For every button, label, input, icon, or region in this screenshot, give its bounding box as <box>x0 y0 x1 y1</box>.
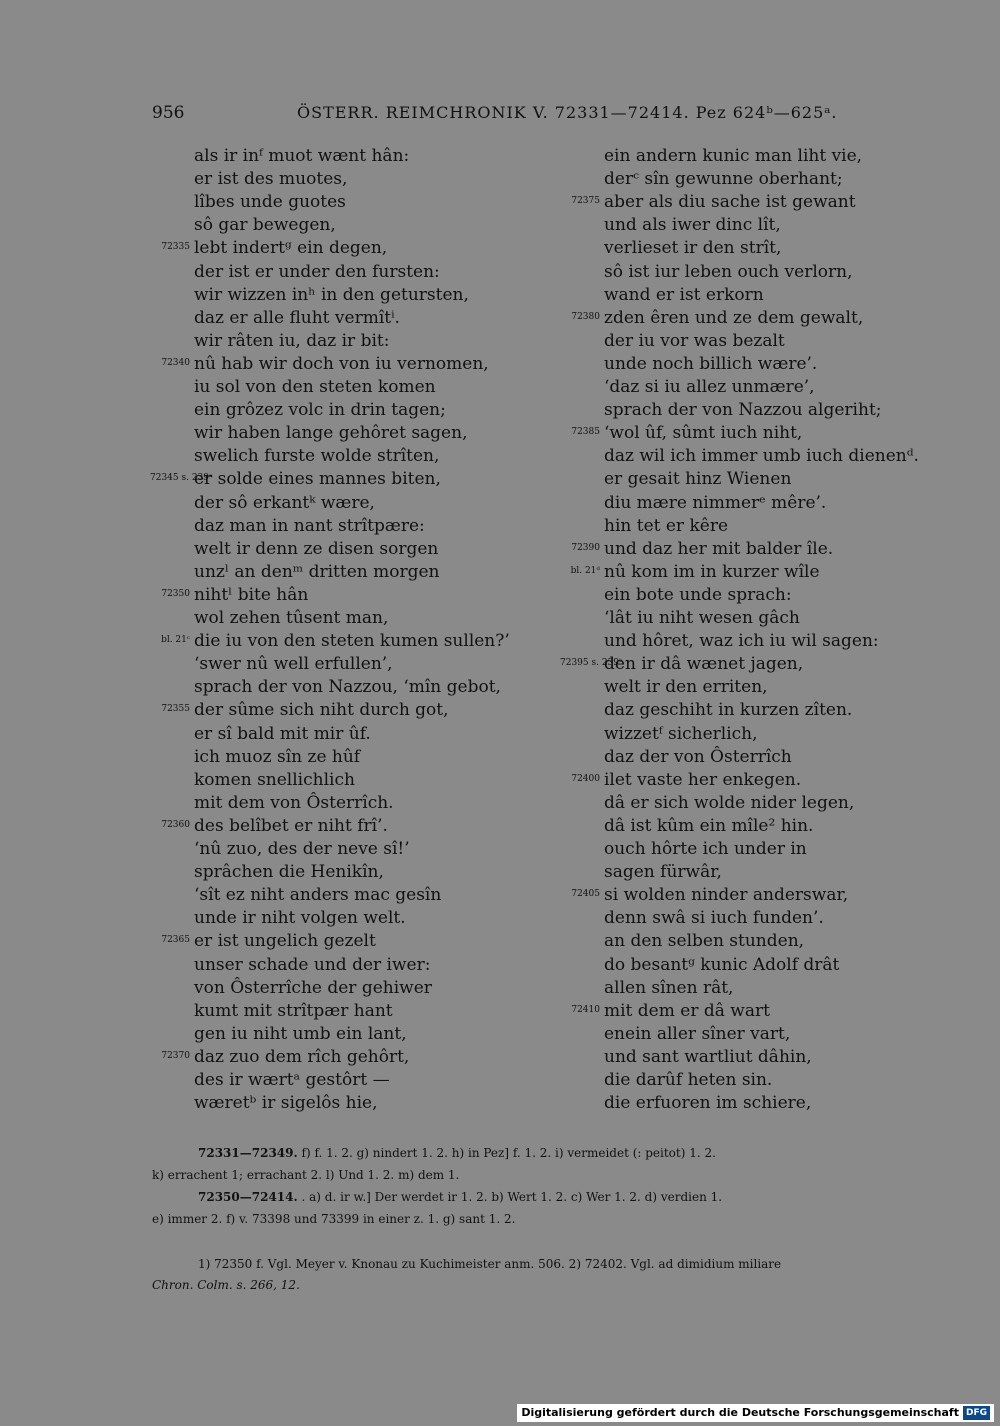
line-number: bl. 21ᶜ <box>161 635 190 646</box>
verse-text: ‘daz si iu allez unmære’, <box>604 377 815 397</box>
line-number: 72375 <box>571 196 600 207</box>
verse-text: als ir inᶠ muot wænt hân: <box>194 146 410 166</box>
verse-text: verlieset ir den strît, <box>604 238 782 259</box>
verse-text: mit dem er dâ wart <box>604 1000 770 1021</box>
verse-text: lebt indertᵍ ein degen, <box>194 238 388 259</box>
line-number: 72335 <box>161 242 190 253</box>
verse-text: daz zuo dem rîch gehôrt, <box>194 1046 410 1067</box>
verse-text: sagen fürwâr, <box>604 862 722 883</box>
verse-text: iu sol von den steten komen <box>194 377 436 397</box>
verse-text: mit dem von Ôsterrîch. <box>194 792 394 813</box>
verse-text: und hôret, waz ich iu wil sagen: <box>604 631 879 652</box>
verse-text: von Ôsterrîche der gehiwer <box>194 977 432 998</box>
verse-text: kumt mit strîtpær hant <box>194 1000 393 1021</box>
verse-text: ‘swer nû well erfullen’, <box>194 654 393 675</box>
dfg-logo: DFG <box>963 1406 990 1420</box>
verse-text: enein aller sîner vart, <box>604 1023 791 1044</box>
line-number: 72355 <box>161 704 190 715</box>
verse-text: denn swâ si iuch funden’. <box>604 908 824 929</box>
verse-text: unde ir niht volgen welt. <box>194 908 406 929</box>
verse-text: daz er alle fluht vermîtⁱ. <box>194 307 400 328</box>
verse-text: lîbes unde guotes <box>194 192 346 213</box>
verse-text: nihtˡ bite hân <box>194 584 309 605</box>
verse-text: der ist er under den fursten: <box>194 261 440 282</box>
line-number: 72390 <box>571 542 600 553</box>
verse-text: die iu von den steten kumen sullen?’ <box>194 631 510 652</box>
verse-text: unser schade und der iwer: <box>194 954 431 975</box>
verse-text: die darûf heten sin. <box>604 1070 773 1090</box>
verse-text: ‘sît ez niht anders mac gesîn <box>194 885 442 906</box>
verse-text: ein andern kunic man liht vie, <box>604 146 863 166</box>
verse-text: daz wil ich immer umb iuch dienenᵈ. <box>604 446 919 467</box>
verse-text: er gesait hinz Wienen <box>604 469 792 490</box>
verse-text: sprach der von Nazzou algeriht; <box>604 400 882 421</box>
verse-text: und als iwer dinc lît, <box>604 215 781 236</box>
line-number: bl. 21ᵈ <box>570 565 600 576</box>
verse-text: er ist des muotes, <box>194 169 348 190</box>
line-number: 72360 <box>161 819 190 830</box>
verse-text: daz geschiht in kurzen zîten. <box>604 700 853 721</box>
verse-text: dâ er sich wolde nider legen, <box>604 792 855 813</box>
line-number: 72370 <box>161 1050 190 1061</box>
dfg-footer <box>517 1404 994 1422</box>
verse-text: wizzetᶠ sicherlich, <box>604 723 758 744</box>
verse-text: welt ir denn ze disen sorgen <box>194 538 439 559</box>
verse-text: wir râten iu, daz ir bit: <box>194 330 390 351</box>
verse-text: der sûme sich niht durch got, <box>194 700 449 721</box>
verse-text: derᶜ sîn gewunne oberhant; <box>604 169 843 190</box>
verse-text: nû hab wir doch von iu vernomen, <box>194 353 489 374</box>
verse-text: wand er ist erkorn <box>604 284 764 305</box>
verse-text: wæretᵇ ir sigelôs hie, <box>194 1093 378 1114</box>
line-number: 72350 <box>161 588 190 599</box>
apparatus-second-line2: e) immer 2. f) v. 73398 und 73399 in einer z. 1. g) sant 1. 2. <box>152 1212 516 1226</box>
verse-text: swelich furste wolde strîten, <box>194 446 440 467</box>
line-number: 72410 <box>571 1004 600 1015</box>
apparatus-second-range: 72350—72414. <box>198 1190 298 1204</box>
page-header <box>152 103 842 129</box>
line-number: 72380 <box>571 311 600 322</box>
verse-text: ‘nû zuo, des der neve sî!’ <box>194 839 410 859</box>
apparatus-first-line2: k) errachent 1; errachant 2. l) Und 1. 2. m) dem 1. <box>152 1168 460 1182</box>
verse-text: dâ ist kûm ein mîle² hin. <box>604 815 814 836</box>
verse-text: do besantᵍ kunic Adolf drât <box>604 954 840 975</box>
footnote-line2: Chron. Colm. s. 266, 12. <box>152 1278 300 1292</box>
verse-text: er sî bald mit mir ûf. <box>194 723 371 744</box>
line-number: 72365 <box>161 935 190 946</box>
line-number: 72405 <box>571 889 600 900</box>
apparatus-first-range: 72331—72349. <box>198 1146 298 1160</box>
verse-text: ‘wol ûf, sûmt iuch niht, <box>604 423 803 444</box>
verse-text: wir wizzen inʰ in den getursten, <box>194 284 469 305</box>
apparatus-first-text: f) f. 1. 2. g) nindert 1. 2. h) in Pez] f. 1. 2. i) vermeidet (: peitot) 1. 2. <box>301 1146 716 1160</box>
verse-text: er ist ungelich gezelt <box>194 931 376 952</box>
line-number: 72340 <box>161 357 190 368</box>
verse-text: daz der von Ôsterrîch <box>604 746 792 767</box>
verse-text: sprâchen die Henikîn, <box>194 862 384 883</box>
verse-text: und sant wartliut dâhin, <box>604 1046 812 1067</box>
verse-text: sprach der von Nazzou, ‘mîn gebot, <box>194 677 501 698</box>
apparatus-second-text: . a) d. ir w.] Der werdet ir 1. 2. b) Wert 1. 2. c) Wer 1. 2. d) verdien 1. <box>301 1190 723 1204</box>
verse-text: si wolden ninder anderswar, <box>604 885 849 906</box>
verse-text: ein bote unde sprach: <box>604 584 792 605</box>
verse-text: er solde eines mannes biten, <box>194 469 441 490</box>
apparatus-first-line1 <box>198 1146 716 1160</box>
verse-text: ein grôzez volc in drin tagen; <box>194 400 446 421</box>
verse-text: ilet vaste her enkegen. <box>604 769 802 790</box>
verse-text: zden êren und ze dem gewalt, <box>604 307 864 328</box>
verse-text: des belîbet er niht frî’. <box>194 815 388 836</box>
verse-text: an den selben stunden, <box>604 931 805 952</box>
verse-text: sô ist iur leben ouch verlorn, <box>604 261 853 282</box>
line-number: 72400 <box>571 773 600 784</box>
apparatus-second-line1 <box>198 1190 722 1204</box>
line-number: 72385 <box>571 427 600 438</box>
verse-text: der sô erkantᵏ wære, <box>194 492 375 513</box>
verse-text: komen snellichlich <box>194 769 355 790</box>
verse-text: des ir wærtᵃ gestôrt — <box>194 1070 390 1090</box>
verse-text: nû kom im in kurzer wîle <box>604 561 820 582</box>
verse-text: sô gar bewegen, <box>194 215 336 236</box>
verse-text: wir haben lange gehôret sagen, <box>194 423 468 444</box>
verse-text: ‘lât iu niht wesen gâch <box>604 608 800 628</box>
line-number: 72395 s. 239ᵇ <box>560 658 623 669</box>
verse-text: daz man in nant strîtpære: <box>194 515 425 536</box>
page-number: 956 <box>152 103 185 123</box>
verse-text: unzˡ an denᵐ dritten morgen <box>194 561 440 582</box>
verse-text: wol zehen tûsent man, <box>194 608 389 628</box>
verse-text: die erfuoren im schiere, <box>604 1093 812 1114</box>
verse-text: ich muoz sîn ze hûf <box>194 746 361 767</box>
footnote-line1: 1) 72350 f. Vgl. Meyer v. Knonau zu Kuchimeister anm. 506. 2) 72402. Vgl. ad dimidium miliare <box>198 1257 782 1271</box>
verse-text: aber als diu sache ist gewant <box>604 192 856 213</box>
verse-text: hin tet er kêre <box>604 515 729 536</box>
verse-text: der iu vor was bezalt <box>604 330 785 351</box>
verse-text: allen sînen rât, <box>604 977 734 998</box>
verse-text: diu mære nimmerᵉ mêre’. <box>604 492 827 513</box>
line-number: 72345 s. 239ᵃ <box>150 473 213 484</box>
verse-text: gen iu niht umb ein lant, <box>194 1023 407 1044</box>
running-title: ÖSTERR. REIMCHRONIK V. 72331—72414. Pez 624ᵇ—625ᵃ. <box>297 103 838 122</box>
verse-text: den ir dâ wænet jagen, <box>604 654 804 675</box>
verse-text: und daz her mit balder île. <box>604 538 834 559</box>
verse-text: ouch hôrte ich under in <box>604 839 807 859</box>
verse-text: unde noch billich wære’. <box>604 353 818 374</box>
verse-text: welt ir den erriten, <box>604 677 768 698</box>
footer-text: Digitalisierung gefördert durch die Deutsche Forschungsgemeinschaft <box>521 1406 959 1419</box>
